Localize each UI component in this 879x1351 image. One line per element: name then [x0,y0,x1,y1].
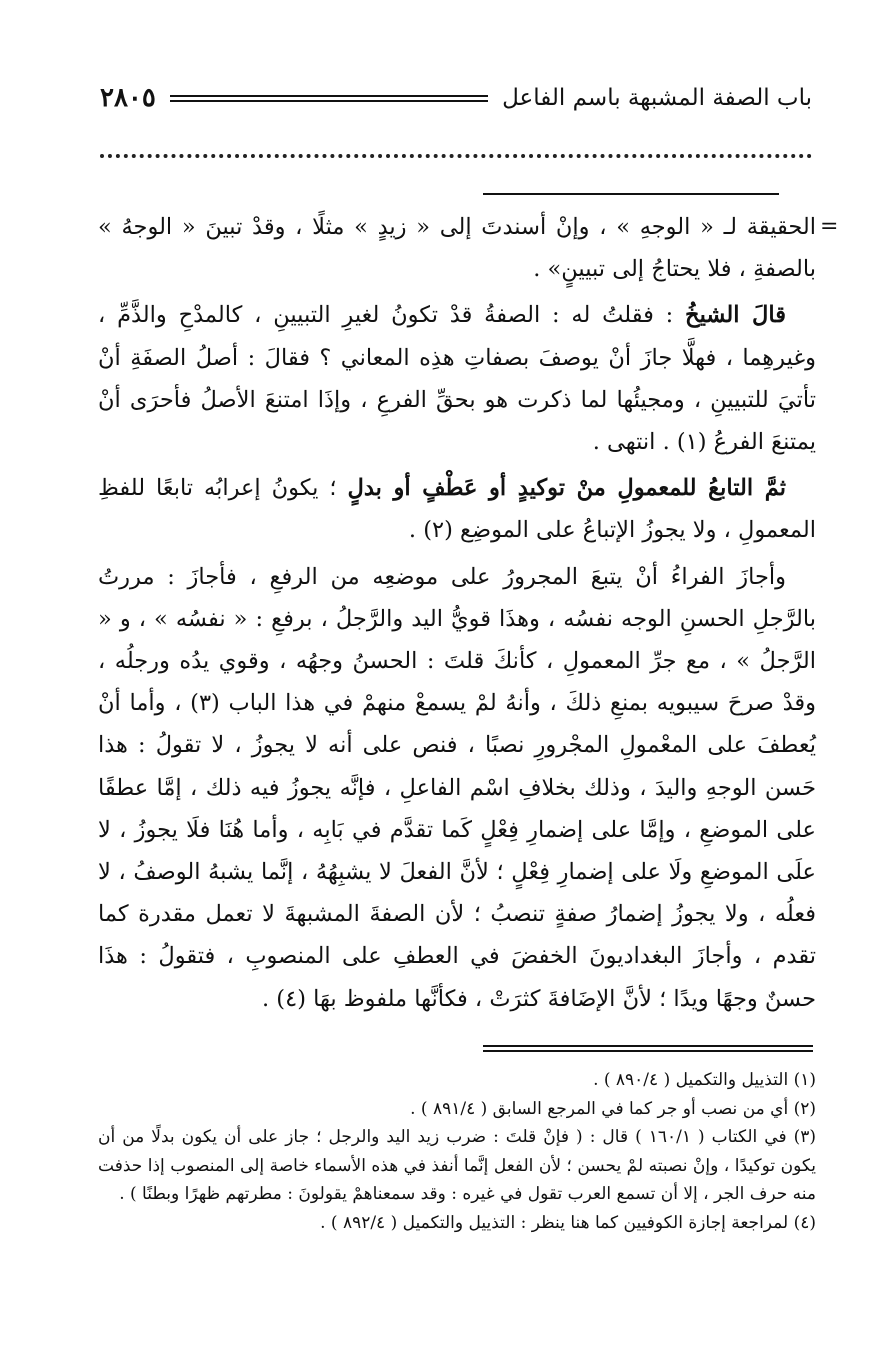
footnote-rule [483,1045,813,1052]
footnote-2: (٢) أي من نصب أو جر كما في المرجع السابق ( ٨٩١/٤ ) . [410,1098,816,1119]
paragraph-sheikh [98,294,816,463]
footnotes [98,1066,816,1237]
footnote-3: (٣) في الكتاب ( ١٦٠/١ ) قال : ( فإنْ قلتَ : ضرب زيد اليد والرجل ؛ جاز على أن يكون بدلًا من أن يكون توكيدًا ، وإنْ نصبته لمْ يحسن ؛ لأن الفعل إنَّما أنفذ في هذه الأسماء خاصة إلى المنصوب إذا حذفت منه حرف الجر ، إلا أن تسمع العرب تقول في غيره : وقد سمعناهمْ يقولونَ : مطرتهم ظهرًا وبطنًا ) . [98,1127,816,1204]
main-text [98,206,816,1020]
paragraph-farra: وأجازَ الفراءُ أنْ يتبعَ المجرورُ على موضعِه من الرفعِ ، فأجازَ : مررتُ بالرَّجلِ الحسنِ الوجه نفسُه ، وهذَا قويُّ اليد والرَّجلُ ، برفعِ : « نفسُه » ، و « الرَّجلُ » ، مع جرِّ المعمولِ ، كأنكَ قلتَ : الحسنُ وجهُه ، وقوي يدُه ورجلُه ، وقدْ صرحَ سيبويه بمنعِ ذلكَ ، وأنهُ لمْ يسمعْ منهمْ في هذا الباب (٣) ، وأما أنْ يُعطفَ على المعْمولِ المجْرورِ نصبًا ، فنص على أنه لا يجوزُ ، لا تقولُ : هذا حَسن الوجهِ واليدَ ، وذلك بخلافِ اسْم الفاعلِ ، فإنَّه يجوزُ فيه ذلك ، إمَّا عطفًا على الموضعِ ، وإمَّا على إضمارِ فِعْلٍ كَما تقدَّم في بَابِه ، وأما هُنَا فلَا يجوزُ ، لا علَى الموضعِ ولَا على إضمارِ فِعْلٍ ؛ لأنَّ الفعلَ لا يشبِهُهُ ، إنَّما يشبهُ الوصفُ ، لا فعلُه ، ولا يجوزُ إضمارُ صفةٍ تنصبُ ؛ لأن الصفةَ المشبهةَ لا تعمل مقدرة كما تقدم ، وأجازَ البغداديونَ الخفضَ في العطفِ على المنصوبِ ، فتقولُ : هذَا حسنٌ وجهًا ويدًا ؛ لأنَّ الإضَافةَ كثرَتْ ، فكأنَّها ملفوظ بهَا (٤) . [98,563,817,1012]
chapter-title: باب الصفة المشبهة باسم الفاعل [502,85,812,111]
page-number: ٢٨٠٥ [100,83,156,113]
paragraph-continued: الحقيقة لـ « الوجهِ » ، وإنْ أسندتَ إلى « زيدٍ » مثلًا ، وقدْ تبينَ « الوجهُ » بالصفةِ ، فلا يحتاجُ إلى تبيينٍ» . [98,214,816,283]
rule-heading: ثمَّ التابعُ للمعمولِ منْ توكيدٍ أو عَطْفٍ أو بدلٍ [347,475,786,502]
rule-text: ؛ يكونُ إعرابُه تابعًا للفظِ المعمولِ ، ولا يجوزُ الإتباعُ على الموضِع (٢) . [98,475,816,544]
sheikh-label: قالَ الشيخُ [685,302,786,329]
continuation-mark: = [820,214,839,239]
footnote-1: (١) التذييل والتكميل ( ٨٩٠/٤ ) . [593,1070,816,1090]
running-header [100,78,812,118]
section-rule [483,193,779,195]
header-double-rule [170,95,488,102]
dotted-separator [100,154,812,158]
sheikh-text: : فقلتُ له : الصفةُ قدْ تكونُ لغيرِ التبيينِ ، كالمدْحِ والذَّمِّ ، وغيرهِما ، فهلَّا جازَ أنْ يوصفَ بصفاتِ هذِه المعاني ؟ فقالَ : أصلُ الصفَةِ أنْ تأتيَ للتبيينِ ، ومجيئُها لما ذكرت هو بحقِّ الفرعِ ، وإذَا امتنعَ الأصلُ فأحرَى أنْ يمتنعَ الفرعُ (١) . انتهى . [98,302,816,456]
paragraph-rule [98,467,816,551]
footnote-4: (٤) لمراجعة إجازة الكوفيين كما هنا ينظر : التذييل والتكميل ( ٨٩٢/٤ ) . [320,1212,816,1233]
